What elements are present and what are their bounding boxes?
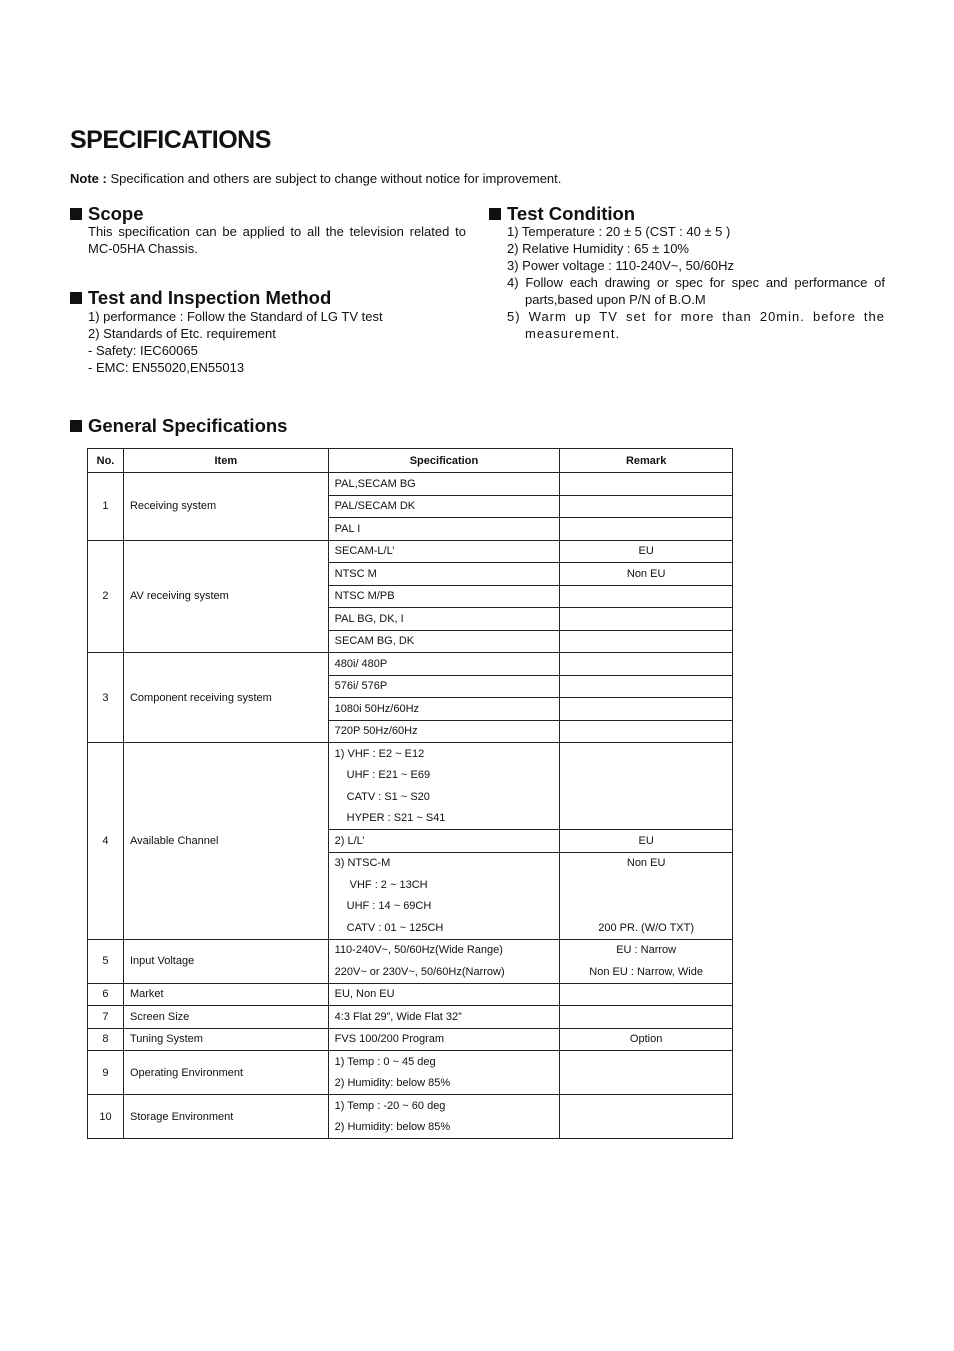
test-condition-heading — [489, 203, 635, 225]
remark-cell: 200 PR. (W/O TXT) — [560, 917, 733, 939]
test-condition-item: 1) Temperature : 20 ± 5 (CST : 40 ± 5 ) — [507, 224, 731, 239]
remark-cell — [560, 743, 733, 765]
spec-cell: 2) Humidity: below 85% — [328, 1117, 560, 1139]
row-no: 6 — [88, 983, 124, 1006]
table-row — [88, 540, 733, 563]
page-title: SPECIFICATIONS — [70, 126, 271, 154]
remark-cell — [560, 675, 733, 698]
spec-table — [87, 448, 733, 1139]
inspection-line: 1) performance : Follow the Standard of LG TV test — [88, 309, 383, 324]
square-bullet-icon — [489, 208, 501, 220]
spec-cell: NTSC M — [328, 563, 560, 586]
remark-cell: EU — [560, 540, 733, 563]
spec-cell: PAL BG, DK, I — [328, 608, 560, 631]
spec-cell: SECAM BG, DK — [328, 630, 560, 653]
table-row — [88, 1095, 733, 1117]
note-text: Specification and others are subject to change without notice for improvement. — [110, 171, 562, 186]
note-label: Note : — [70, 171, 107, 186]
table-row — [88, 743, 733, 765]
row-item: Receiving system — [123, 473, 328, 541]
note — [70, 171, 561, 186]
row-no: 1 — [88, 473, 124, 541]
row-no: 2 — [88, 540, 124, 653]
col-header-item: Item — [123, 449, 328, 473]
spec-line: UHF : 14 ~ 69CH — [346, 900, 432, 913]
col-header-no: No. — [88, 449, 124, 473]
col-header-remark: Remark — [560, 449, 733, 473]
remark-cell: Non EU — [560, 563, 733, 586]
remark-cell: EU : Narrow — [560, 939, 733, 961]
spec-line: UHF : E21 ~ E69 — [346, 769, 431, 782]
row-item: Operating Environment — [123, 1051, 328, 1095]
remark-cell — [560, 1051, 733, 1095]
spec-line: CATV : 01 ~ 125CH — [346, 921, 444, 934]
remark-cell — [560, 473, 733, 496]
table-header-row — [88, 449, 733, 473]
inspection-heading — [70, 287, 331, 309]
remark-cell: Non EU : Narrow, Wide — [560, 961, 733, 983]
spec-cell: 2) L/L’ — [328, 830, 560, 853]
col-header-specification: Specification — [328, 449, 560, 473]
table-row — [88, 983, 733, 1006]
remark-cell — [560, 1095, 733, 1139]
remark-cell — [560, 518, 733, 541]
remark-cell — [560, 808, 733, 830]
scope-heading-text: Scope — [88, 203, 144, 224]
spec-cell: 1) Temp : 0 ~ 45 deg — [328, 1051, 560, 1073]
inspection-heading-text: Test and Inspection Method — [88, 287, 332, 308]
row-item: Screen Size — [123, 1006, 328, 1029]
table-row — [88, 1028, 733, 1051]
scope-heading — [70, 203, 144, 225]
row-no: 9 — [88, 1051, 124, 1095]
row-no: 7 — [88, 1006, 124, 1029]
spec-line: HYPER : S21 ~ S41 — [346, 812, 446, 825]
spec-cell: 3) NTSC-M — [328, 852, 560, 874]
spec-cell: 720P 50Hz/60Hz — [328, 720, 560, 743]
spec-cell: PAL I — [328, 518, 560, 541]
row-no: 3 — [88, 653, 124, 743]
row-item: Input Voltage — [123, 939, 328, 983]
spec-line: CATV : S1 ~ S20 — [346, 790, 430, 803]
spec-cell: 1) VHF : E2 ~ E12 — [328, 743, 560, 765]
spec-cell: 220V~ or 230V~, 50/60Hz(Narrow) — [328, 961, 560, 983]
spec-cell: NTSC M/PB — [328, 585, 560, 608]
test-condition-item: 4) Follow each drawing or spec for spec and performance of parts,based upon P/N of B.O.M — [507, 275, 885, 307]
scope-text: This specification can be applied to all the television related to MC-05HA Chassis. — [88, 224, 466, 256]
row-item: Storage Environment — [123, 1095, 328, 1139]
row-item: Available Channel — [123, 743, 328, 940]
remark-cell — [560, 874, 733, 896]
remark-cell — [560, 585, 733, 608]
table-row — [88, 473, 733, 496]
test-condition-item: 3) Power voltage : 110-240V~, 50/60Hz — [507, 258, 735, 273]
spec-cell: 2) Humidity: below 85% — [328, 1073, 560, 1095]
test-condition-heading-text: Test Condition — [507, 203, 636, 224]
remark-cell — [560, 786, 733, 808]
remark-cell: Non EU — [560, 852, 733, 874]
spec-cell: 110-240V~, 50/60Hz(Wide Range) — [328, 939, 560, 961]
spec-cell: 4:3 Flat 29”, Wide Flat 32” — [328, 1006, 560, 1029]
row-no: 5 — [88, 939, 124, 983]
inspection-line: - Safety: IEC60065 — [88, 343, 198, 358]
square-bullet-icon — [70, 208, 82, 220]
remark-cell — [560, 896, 733, 918]
row-no: 10 — [88, 1095, 124, 1139]
inspection-list — [88, 308, 468, 376]
remark-cell: Option — [560, 1028, 733, 1051]
table-row — [88, 1006, 733, 1029]
square-bullet-icon — [70, 420, 82, 432]
remark-cell — [560, 698, 733, 721]
square-bullet-icon — [70, 292, 82, 304]
remark-cell — [560, 720, 733, 743]
remark-cell — [560, 608, 733, 631]
row-no: 8 — [88, 1028, 124, 1051]
remark-cell — [560, 983, 733, 1006]
remark-cell: EU — [560, 830, 733, 853]
table-row — [88, 653, 733, 676]
test-condition-item: 5) Warm up TV set for more than 20min. before the measurement. — [507, 309, 885, 341]
row-item: Component receiving system — [123, 653, 328, 743]
remark-cell — [560, 765, 733, 787]
spec-line: VHF : 2 ~ 13CH — [349, 878, 428, 891]
test-condition-item: 2) Relative Humidity : 65 ± 10% — [507, 241, 689, 256]
general-heading — [70, 415, 287, 437]
row-item: AV receiving system — [123, 540, 328, 653]
remark-cell — [560, 653, 733, 676]
test-condition-list — [507, 223, 885, 342]
spec-cell: EU, Non EU — [328, 983, 560, 1006]
spec-cell: SECAM-L/L’ — [328, 540, 560, 563]
remark-cell — [560, 630, 733, 653]
spec-cell: PAL,SECAM BG — [328, 473, 560, 496]
general-heading-text: General Specifications — [88, 415, 288, 436]
inspection-line: - EMC: EN55020,EN55013 — [88, 360, 245, 375]
remark-cell — [560, 495, 733, 518]
row-item: Tuning System — [123, 1028, 328, 1051]
spec-cell: 480i/ 480P — [328, 653, 560, 676]
table-row — [88, 1051, 733, 1073]
spec-cell: PAL/SECAM DK — [328, 495, 560, 518]
table-row — [88, 939, 733, 961]
remark-cell — [560, 1006, 733, 1029]
spec-cell: 1) Temp : -20 ~ 60 deg — [328, 1095, 560, 1117]
spec-cell: FVS 100/200 Program — [328, 1028, 560, 1051]
row-item: Market — [123, 983, 328, 1006]
spec-cell: 1080i 50Hz/60Hz — [328, 698, 560, 721]
inspection-line: 2) Standards of Etc. requirement — [88, 326, 276, 341]
spec-cell: 576i/ 576P — [328, 675, 560, 698]
row-no: 4 — [88, 743, 124, 940]
